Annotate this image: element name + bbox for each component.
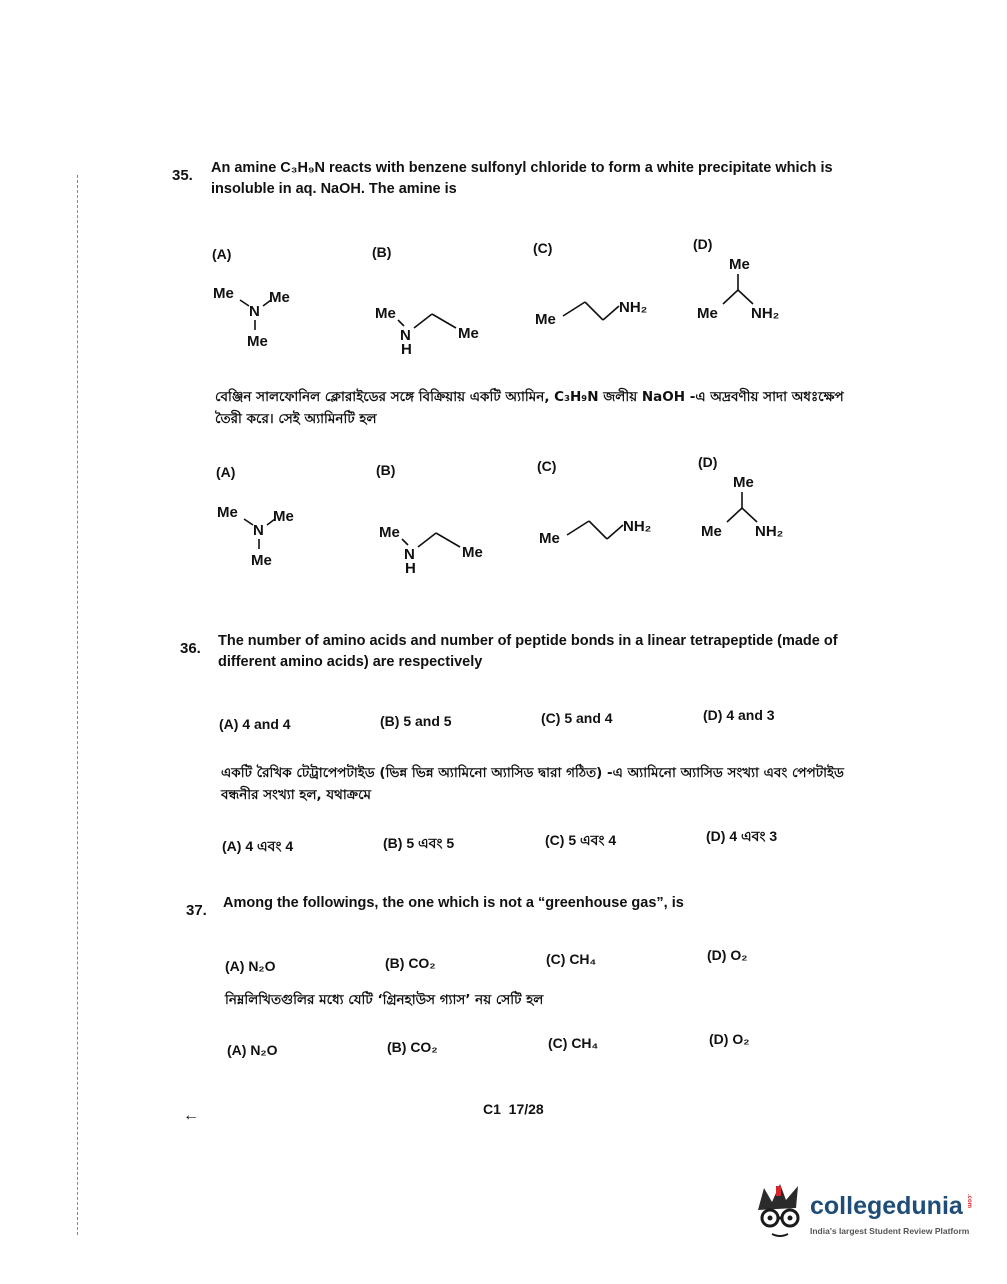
- atom-me: Me: [733, 474, 754, 491]
- atom-nh2: NH₂: [619, 299, 648, 316]
- atom-n: N: [400, 327, 411, 344]
- atom-me: Me: [697, 305, 718, 322]
- atom-me: Me: [375, 305, 396, 322]
- q35-question-bn: বেঞ্জিন সালফোনিল ক্লোরাইডের সঙ্গে বিক্রিয়ায় একটি অ্যামিন, C₃H₉N জলীয় NaOH -এ অদ্রবণীয় সাদা অধঃক্ষেপ তৈরী করে। সেই অ্যামিনটি হল: [215, 389, 844, 427]
- q36-option-a-bn: (A) 4 এবং 4: [222, 838, 294, 854]
- collegedunia-logo: [752, 1180, 1002, 1250]
- atom-me: Me: [462, 544, 483, 561]
- atom-n: N: [253, 522, 264, 539]
- q35-label-b: (B): [376, 462, 396, 478]
- q37-option-b-bn: (B) CO₂: [387, 1039, 438, 1055]
- q37-option-c-bn: (C) CH₄: [548, 1035, 599, 1051]
- atom-h: H: [401, 341, 412, 358]
- page-code: C1 17/28: [483, 1101, 544, 1117]
- q35-structure-c-propylamine: [533, 292, 673, 332]
- atom-n: N: [404, 546, 415, 563]
- atom-me: Me: [539, 530, 560, 547]
- logo-badge: .com: [966, 1194, 972, 1209]
- q37-option-b-en: (B) CO₂: [385, 955, 436, 971]
- q36-option-d-en: (D) 4 and 3: [703, 707, 775, 723]
- q36-option-d-bn: (D) 4 এবং 3: [706, 828, 778, 844]
- atom-me: Me: [213, 285, 234, 302]
- q35-number: 35.: [172, 167, 193, 184]
- q35-label-c: (C): [537, 458, 557, 474]
- q36-option-b-bn: (B) 5 এবং 5: [383, 835, 455, 851]
- q35-question-en: An amine C₃H₉N reacts with benzene sulfonyl chloride to form a white precipitate which is insoluble in aq. NaOH. The amine is: [211, 160, 833, 197]
- q36-question-en: The number of amino acids and number of peptide bonds in a linear tetrapeptide (made of different amino acids) are respectively: [218, 633, 838, 670]
- q35-structure-c-propylamine: [537, 511, 677, 551]
- atom-me: Me: [251, 552, 272, 569]
- q36-option-c-bn: (C) 5 এবং 4: [545, 832, 617, 848]
- q36-question-bn: একটি রৈখিক টেট্রাপেপটাইড (ভিন্ন ভিন্ন অ্যামিনো অ্যাসিড দ্বারা গঠিত) -এ অ্যামিনো অ্যাসিড সংখ্যা এবং পেপটাইড বন্ধনীর সংখ্যা হল, যথাক্রমে: [221, 765, 844, 803]
- logo-wordmark: collegedunia: [810, 1192, 963, 1220]
- atom-me: Me: [247, 333, 268, 350]
- q37-option-a-en: (A) N₂O: [225, 958, 276, 974]
- q35-structure-d-isopropylamine: [697, 470, 807, 545]
- atom-me: Me: [273, 508, 294, 525]
- q36-number: 36.: [180, 640, 201, 657]
- mascot-icon: [752, 1180, 808, 1242]
- atom-me: Me: [217, 504, 238, 521]
- atom-me: Me: [701, 523, 722, 540]
- atom-me: Me: [379, 524, 400, 541]
- logo-tagline: India's largest Student Review Platform: [810, 1226, 970, 1236]
- q36-option-b-en: (B) 5 and 5: [380, 713, 452, 729]
- q35-label-a: (A): [216, 464, 236, 480]
- q37-question-en: Among the followings, the one which is not a “greenhouse gas”, is: [223, 895, 684, 911]
- q35-label-d: (D): [698, 454, 718, 470]
- q35-structure-b-n-methylethylamine: [370, 300, 500, 360]
- q35-label-a: (A): [212, 246, 232, 262]
- atom-nh2: NH₂: [755, 523, 784, 540]
- q37-option-a-bn: (A) N₂O: [227, 1042, 278, 1058]
- q37-option-c-en: (C) CH₄: [546, 951, 597, 967]
- atom-h: H: [405, 560, 416, 577]
- q35-structure-b-n-methylethylamine: [374, 519, 504, 579]
- atom-me: Me: [458, 325, 479, 342]
- q35-label-d: (D): [693, 236, 713, 252]
- atom-nh2: NH₂: [623, 518, 652, 535]
- q37-option-d-en: (D) O₂: [707, 947, 748, 963]
- footer-arrow: ←: [183, 1107, 199, 1124]
- binding-margin-line: [77, 175, 78, 1235]
- q35-structure-d-isopropylamine: [693, 252, 803, 327]
- q35-label-b: (B): [372, 244, 392, 260]
- atom-me: Me: [729, 256, 750, 273]
- q36-option-a-en: (A) 4 and 4: [219, 716, 291, 732]
- q37-option-d-bn: (D) O₂: [709, 1031, 750, 1047]
- q37-number: 37.: [186, 902, 207, 919]
- q35-structure-a-trimethylamine: [205, 278, 315, 358]
- atom-me: Me: [535, 311, 556, 328]
- q35-label-c: (C): [533, 240, 553, 256]
- atom-me: Me: [269, 289, 290, 306]
- q36-option-c-en: (C) 5 and 4: [541, 710, 613, 726]
- q37-question-bn: নিম্নলিখিতগুলির মধ্যে যেটি ‘গ্রিনহাউস গ্যাস’ নয় সেটি হল: [225, 992, 544, 1008]
- q35-structure-a-trimethylamine: [209, 497, 319, 577]
- atom-n: N: [249, 303, 260, 320]
- atom-nh2: NH₂: [751, 305, 780, 322]
